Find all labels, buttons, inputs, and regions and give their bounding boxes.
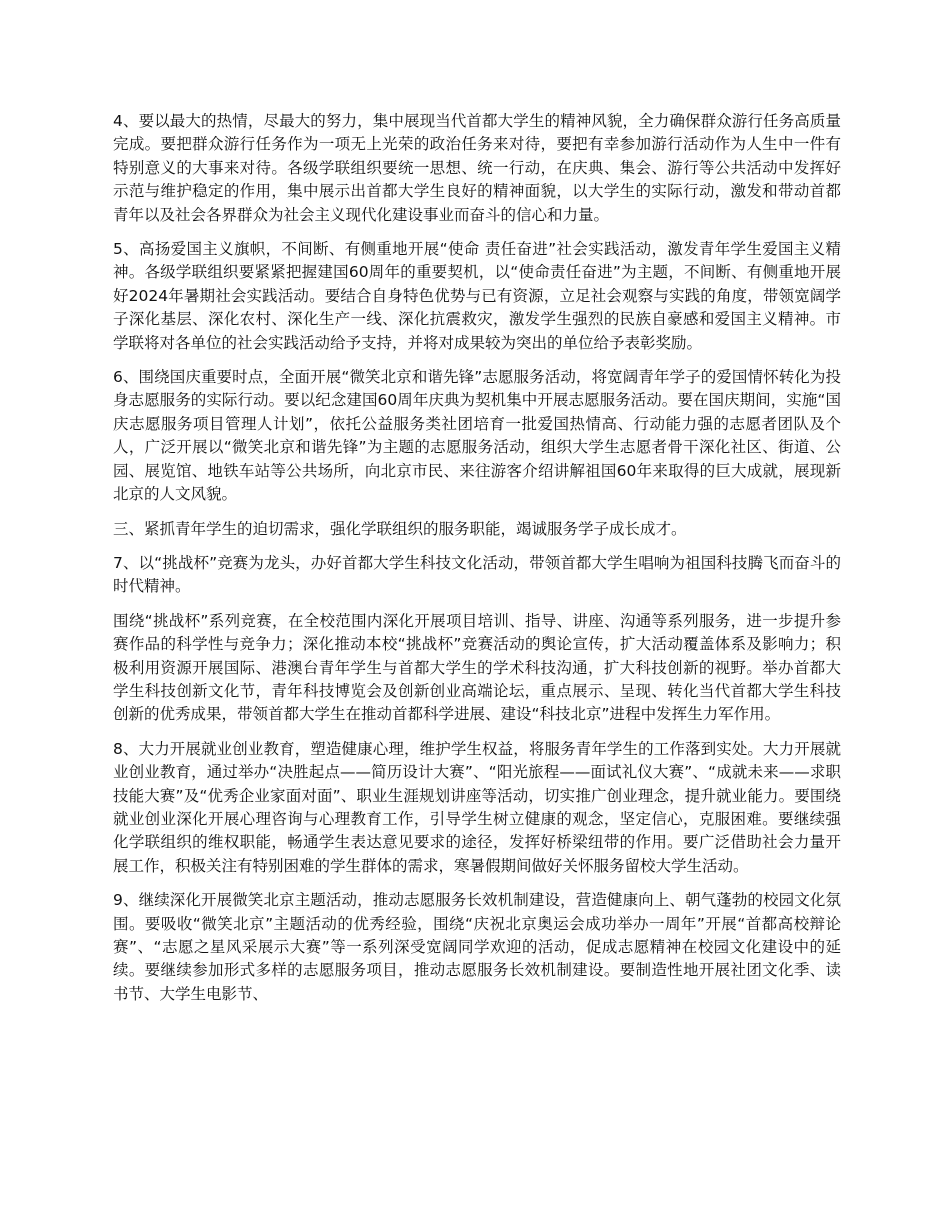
paragraph-6: 6、围绕国庆重要时点，全面开展“微笑北京和谐先锋”志愿服务活动，将宽阔青年学子的爱国情怀转化为投身志愿服务的实际行动。要以纪念建国60周年庆典为契机集中开展志愿服务活动。要在国庆期间，实施“国庆志愿服务项目管理人计划”，依托公益服务类社团培育一批爱国热情高、行动能力强的志愿者团队及个人，广泛开展以“微笑北京和谐先锋”为主题的志愿服务活动，组织大学生志愿者骨干深化社区、街道、公园、展览馆、地铁车站等公共场所，向北京市民、来往游客介绍讲解祖国60年来取得的巨大成就，展现新北京的人文风貌。 [113, 368, 841, 504]
paragraph-5: 5、高扬爱国主义旗帜，不间断、有侧重地开展“使命 责任奋进”社会实践活动，激发青年学生爱国主义精神。各级学联组织要紧紧把握建国60周年的重要契机，以“使命责任奋进”为主题，不间断、有侧重地开展好2024年暑期社会实践活动。要结合自身特色优势与已有资源，立足社会观察与实践的角度，带领宽阔学子深化基层、深化农村、深化生产一线、深化抗震救灾，激发学生强烈的民族自豪感和爱国主义精神。市学联将对各单位的社会实践活动给予支持，并将对成果较为突出的单位给予表彰奖励。 [113, 240, 841, 352]
document-body [113, 110, 841, 1017]
paragraph-7: 7、以“挑战杯”竞赛为龙头，办好首都大学生科技文化活动，带领首都大学生唱响为祖国科技腾飞而奋斗的时代精神。 [113, 553, 841, 596]
paragraph-7-detail: 围绕“挑战杯”系列竞赛，在全校范围内深化开展项目培训、指导、讲座、沟通等系列服务，进一步提升参赛作品的科学性与竞争力；深化推动本校“挑战杯”竞赛活动的舆论宣传，扩大活动覆盖体系及影响力；积极利用资源开展国际、港澳台青年学生与首都大学生的学术科技沟通，扩大科技创新的视野。举办首都大学生科技创新文化节，青年科技博览会及创新创业高端论坛，重点展示、呈现、转化当代首都大学生科技创新的优秀成果，带领首都大学生在推动首都科学进展、建设“科技北京”进程中发挥生力军作用。 [113, 611, 841, 724]
section-heading-3: 三、紧抓青年学生的迫切需求，强化学联组织的服务职能，竭诚服务学子成长成才。 [113, 519, 687, 538]
paragraph-4: 4、要以最大的热情，尽最大的努力，集中展现当代首都大学生的精神风貌，全力确保群众游行任务高质量完成。要把群众游行任务作为一项无上光荣的政治任务来对待，要把有幸参加游行活动作为人生中一件有特别意义的大事来对待。各级学联组织要统一思想、统一行动，在庆典、集会、游行等公共活动中发挥好示范与维护稳定的作用，集中展示出首都大学生良好的精神面貌，以大学生的实际行动，激发和带动首都青年以及社会各界群众为社会主义现代化建设事业而奋斗的信心和力量。 [113, 112, 841, 224]
paragraph-9: 9、继续深化开展微笑北京主题活动，推动志愿服务长效机制建设，营造健康向上、朝气蓬勃的校园文化氛围。要吸收“微笑北京”主题活动的优秀经验，围绕“庆祝北京奥运会成功举办一周年”开展“首都高校辩论赛”、“志愿之星风采展示大赛”等一系列深受宽阔同学欢迎的活动，促成志愿精神在校园文化建设中的延续。要继续参加形式多样的志愿服务项目，推动志愿服务长效机制建设。要制造性地开展社团文化季、读书节、大学生电影节、 [113, 891, 841, 1003]
paragraph-8: 8、大力开展就业创业教育，塑造健康心理，维护学生权益，将服务青年学生的工作落到实处。大力开展就业创业教育，通过举办“决胜起点——简历设计大赛”、“阳光旅程——面试礼仪大赛”、“成就未来——求职技能大赛”及“优秀企业家面对面”、职业生涯规划讲座等活动，切实推广创业理念，提升就业能力。要围绕就业创业深化开展心理咨询与心理教育工作，引导学生树立健康的观念，坚定信心，克服困难。要继续强化学联组织的维权职能，畅通学生表达意见要求的途径，发挥好桥梁纽带的作用。要广泛借助社会力量开展工作，积极关注有特别困难的学生群体的需求，寒暑假期间做好关怀服务留校大学生活动。 [113, 739, 841, 875]
